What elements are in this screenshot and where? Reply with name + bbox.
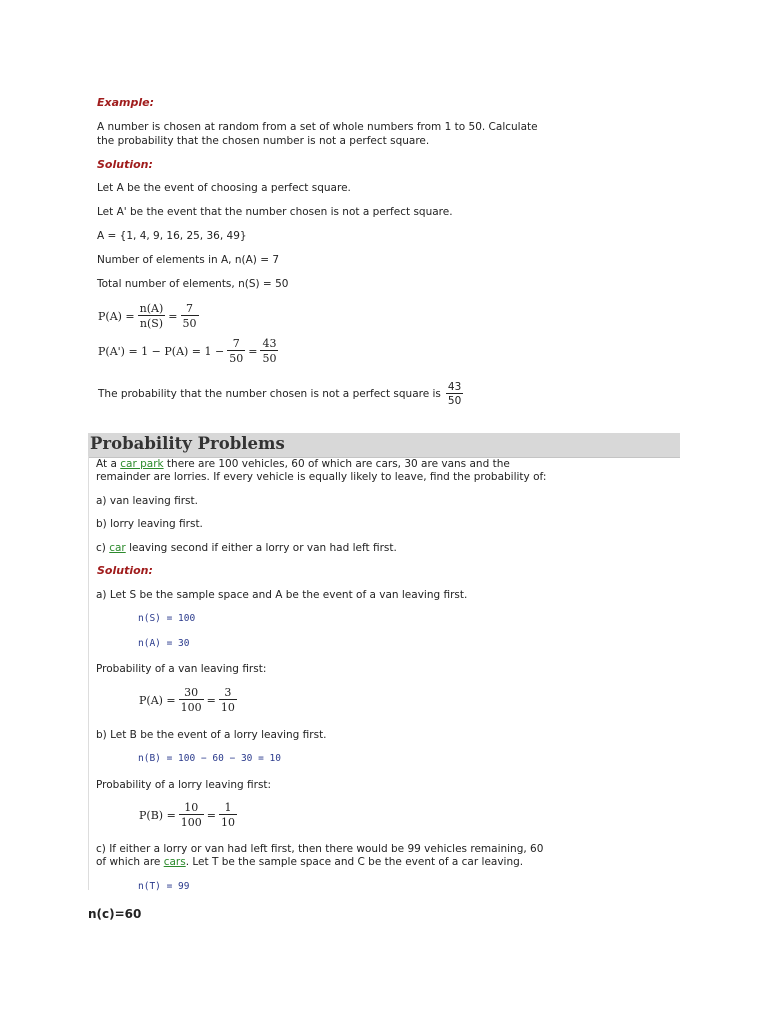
pa-fraction-1-num: n(A) [139, 302, 164, 315]
pa-fraction-2 [181, 302, 199, 330]
plorry-equation [138, 801, 239, 829]
pa-fraction-1 [138, 302, 166, 330]
plorry-fraction-2-num: 1 [224, 801, 232, 814]
pvan-fraction-1-num: 30 [184, 686, 199, 699]
left-rule [88, 456, 89, 890]
let-a-prime-text: Let A' be the event that the number chosen is not a perfect square. [97, 206, 453, 218]
pvan-equals: = [206, 693, 216, 707]
pa-fraction-2-num: 7 [186, 302, 193, 315]
conclusion-text: The probability that the number chosen is not a perfect square is [98, 388, 441, 400]
sol-b-text: b) Let B be the event of a lorry leaving first. [96, 729, 327, 741]
pvan-lhs: P(A) = [139, 693, 176, 707]
prob-van-label: Probability of a van leaving first: [96, 663, 267, 675]
example-problem-line1: A number is chosen at random from a set of whole numbers from 1 to 50. Calculate [97, 121, 538, 133]
pvan-equation [138, 686, 239, 714]
sol-c-line1: c) If either a lorry or van had left first, then there would be 99 vehicles remaining, 60 [96, 843, 544, 855]
pa-lhs: P(A) = [98, 309, 135, 323]
plorry-fraction-1-den: 100 [180, 816, 202, 829]
paprime-fraction-1 [227, 337, 245, 365]
plorry-fraction-2 [219, 801, 237, 829]
paprime-fraction-2 [260, 337, 278, 365]
sol-c-line2-post: . Let T be the sample space and C be the event of a car leaving. [185, 856, 524, 868]
car-link[interactable]: car [109, 542, 126, 554]
solution-heading: Solution: [97, 158, 153, 171]
part-a-text: a) van leaving first. [96, 495, 198, 507]
plorry-lhs: P(B) = [139, 808, 176, 822]
cars-link[interactable]: cars [163, 856, 186, 868]
prob-lorry-label: Probability of a lorry leaving first: [96, 779, 272, 791]
sol-c-line2 [96, 856, 523, 868]
let-a-text: Let A be the event of choosing a perfect square. [97, 182, 351, 194]
sol-c-line2-pre: of which are [96, 856, 164, 868]
paprime-fraction-1-den: 50 [229, 352, 244, 365]
plorry-fraction-1-num: 10 [184, 801, 199, 814]
intro-line1 [96, 458, 510, 470]
conclusion-fraction-den: 50 [447, 395, 462, 407]
ns-expression: n(S) = 100 [138, 613, 196, 624]
paprime-fraction-2-den: 50 [262, 352, 277, 365]
nb-expression: n(B) = 100 − 60 − 30 = 10 [138, 753, 281, 764]
section-title: Probability Problems [90, 434, 285, 453]
plorry-equals: = [206, 808, 216, 822]
pvan-fraction-2-num: 3 [224, 686, 232, 699]
set-a-text: A = {1, 4, 9, 16, 25, 36, 49} [97, 230, 247, 242]
paprime-equals: = [248, 344, 258, 358]
paprime-fraction-1-num: 7 [232, 337, 240, 350]
part-c-pre: c) [96, 542, 110, 554]
example-problem-line2: the probability that the chosen number is not a perfect square. [97, 135, 430, 147]
intro-pre: At a [96, 458, 121, 470]
problems-solution-heading: Solution: [97, 564, 153, 577]
conclusion-fraction [446, 381, 463, 407]
pvan-fraction-2 [219, 686, 237, 714]
conclusion-fraction-num: 43 [447, 381, 462, 393]
plorry-fraction-1 [179, 801, 204, 829]
part-b-text: b) lorry leaving first. [96, 518, 203, 530]
pa-equals: = [168, 309, 178, 323]
footer-nc-text: n(c)=60 [88, 907, 142, 921]
car-park-link[interactable]: car park [120, 458, 164, 470]
num-elements-a-text: Number of elements in A, n(A) = 7 [97, 254, 280, 266]
paprime-equation [97, 337, 280, 365]
paprime-fraction-2-num: 43 [262, 337, 277, 350]
conclusion-line [97, 381, 465, 407]
pa-fraction-1-den: n(S) [138, 315, 166, 330]
total-elements-text: Total number of elements, n(S) = 50 [97, 278, 289, 290]
intro-line2: remainder are lorries. If every vehicle is equally likely to leave, find the probability of: [96, 471, 547, 483]
part-c-line [96, 542, 397, 554]
pvan-fraction-1-den: 100 [180, 701, 202, 714]
nt-expression: n(T) = 99 [138, 881, 190, 892]
sol-a-text: a) Let S be the sample space and A be the event of a van leaving first. [96, 589, 468, 601]
pa-equation [97, 302, 201, 330]
intro-post: there are 100 vehicles, 60 of which are cars, 30 are vans and the [163, 458, 510, 470]
part-c-post: leaving second if either a lorry or van had left first. [125, 542, 397, 554]
plorry-fraction-2-den: 10 [221, 816, 235, 829]
pvan-fraction-1 [179, 686, 204, 714]
na-expression: n(A) = 30 [138, 638, 190, 649]
example-heading: Example: [97, 96, 154, 109]
pa-fraction-2-den: 50 [182, 317, 197, 330]
section-header-bar [88, 433, 680, 458]
paprime-lhs: P(A') = 1 − P(A) = 1 − [98, 344, 225, 358]
pvan-fraction-2-den: 10 [220, 701, 235, 714]
